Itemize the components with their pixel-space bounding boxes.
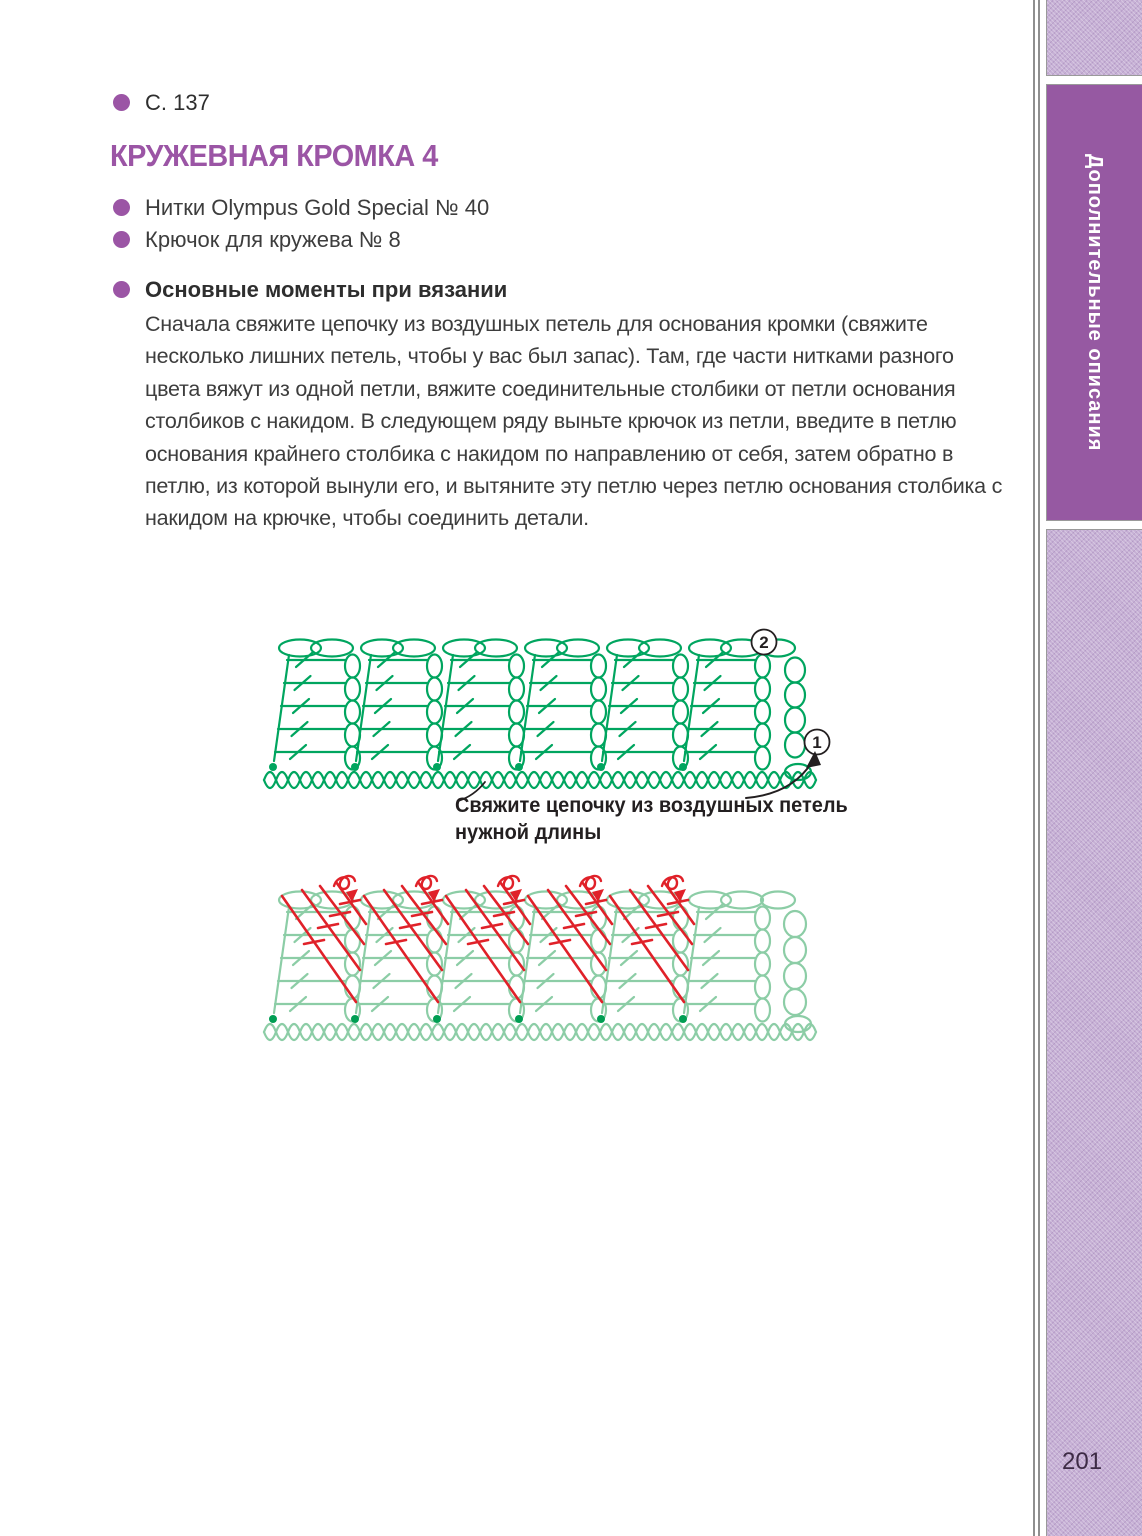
svg-text:1: 1 (812, 733, 822, 752)
keypoints-paragraph: Сначала свяжите цепочку из воздушных петель для основания кромки (свяжите несколько лишних петель, чтобы у вас был запас). Там, где части нитками разного цвета вяжут из одной петли, вяжите соединительные столбики от петли основания столбиков с накидом. В следующем ряду выньте крючок из петли, введите в петлю основания крайнего столбика с накидом по направлению от себя, затем обратно в петлю, из которой вынули его, и вытяните эту петлю через петлю основания столбика с накидом на крючке, чтобы соединить детали. (145, 312, 1003, 531)
sidebar-top-panel (1046, 0, 1142, 76)
page-reference: С. 137 (145, 90, 210, 115)
sidebar-bottom-panel (1046, 529, 1142, 1536)
caption-line: Свяжите цепочку из воздушных петель (455, 794, 848, 817)
bullet-icon (113, 199, 130, 216)
bullet-icon (113, 94, 130, 111)
page-edge-rule (1033, 0, 1040, 1536)
sidebar-section-tab (1046, 84, 1142, 521)
bullet-icon (113, 231, 130, 248)
svg-text:2: 2 (759, 633, 769, 652)
diagram-caption (455, 792, 848, 846)
page-number: 201 (1062, 1448, 1103, 1475)
page-title: КРУЖЕВНАЯ КРОМКА 4 (110, 138, 438, 173)
material-item: Крючок для кружева № 8 (145, 227, 401, 252)
material-item: Нитки Olympus Gold Special № 40 (145, 195, 490, 220)
caption-line: нужной длины (455, 821, 602, 844)
keypoints-heading: Основные моменты при вязании (145, 277, 508, 302)
crochet-diagram-row2 (258, 872, 838, 1057)
sidebar-section-label: Дополнительные описания (1084, 153, 1106, 452)
bullet-icon (113, 281, 130, 298)
